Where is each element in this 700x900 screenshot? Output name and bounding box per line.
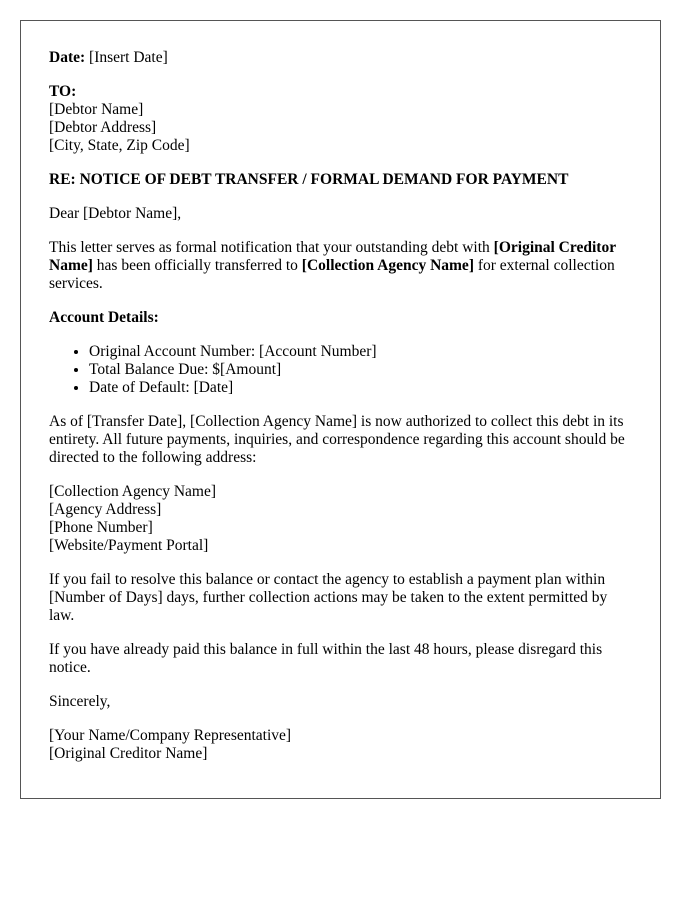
- closing: Sincerely,: [49, 693, 111, 710]
- disregard-paragraph: If you have already paid this balance in full within the last 48 hours, please disregard this notice.: [49, 641, 603, 676]
- warning-paragraph: If you fail to resolve this balance or contact the agency to establish a payment plan within [Number of Days] days, further collection actions may be taken to the extent permitted by law.: [49, 571, 608, 624]
- intro-text-1: This letter serves as formal notification that your outstanding debt with: [49, 239, 494, 256]
- account-details-list: [49, 343, 632, 397]
- salutation: Dear [Debtor Name],: [49, 205, 182, 222]
- list-item: • Date of Default: [Date]: [89, 379, 632, 397]
- to-label: TO:: [49, 83, 77, 100]
- collection-agency-name: [Collection Agency Name]: [301, 257, 474, 274]
- date-label: Date:: [49, 49, 86, 66]
- debtor-city: [City, State, Zip Code]: [49, 137, 190, 154]
- intro-text-3: for external collection services.: [49, 257, 615, 292]
- original-creditor-name: [Original Creditor Name]: [49, 239, 616, 274]
- date-value: [Insert Date]: [89, 49, 168, 66]
- debtor-address: [Debtor Address]: [49, 119, 157, 136]
- agency-website: [Website/Payment Portal]: [49, 537, 209, 554]
- intro-paragraph: [49, 239, 632, 293]
- authorization-paragraph: As of [Transfer Date], [Collection Agency Name] is now authorized to collect this debt in its entirety. All future payments, inquiries, and correspondence regarding this account should be directed to the following address:: [49, 413, 625, 466]
- date-line: [49, 49, 632, 67]
- agency-phone: [Phone Number]: [49, 519, 153, 536]
- list-item: • Total Balance Due: $[Amount]: [89, 361, 632, 379]
- signature-name: [Your Name/Company Representative]: [49, 727, 292, 744]
- debtor-name: [Debtor Name]: [49, 101, 144, 118]
- agency-address: [Agency Address]: [49, 501, 162, 518]
- letter-page: [20, 20, 661, 799]
- agency-address-block: [49, 483, 632, 555]
- recipient-block: [49, 83, 632, 155]
- intro-text-2: has been officially transferred to: [92, 257, 302, 274]
- signature-block: [49, 727, 632, 763]
- signature-company: [Original Creditor Name]: [49, 745, 208, 762]
- account-details-heading: Account Details:: [49, 309, 159, 326]
- agency-name: [Collection Agency Name]: [49, 483, 217, 500]
- subject-line: RE: NOTICE OF DEBT TRANSFER / FORMAL DEMAND FOR PAYMENT: [49, 171, 569, 188]
- list-item: • Original Account Number: [Account Number]: [89, 343, 632, 361]
